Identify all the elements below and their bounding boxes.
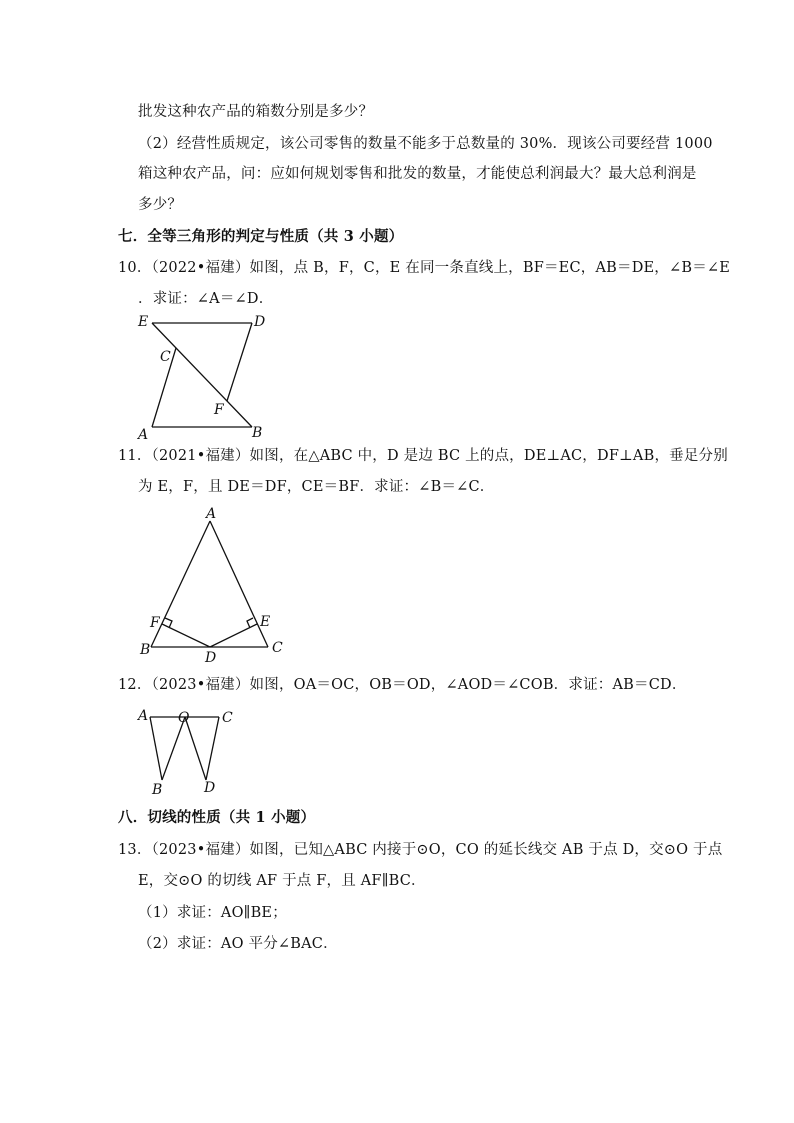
- q10-segment-DF: [227, 323, 252, 401]
- q10-label-C: C: [160, 349, 171, 365]
- q10-line-2: ．求证：∠A＝∠D．: [138, 291, 274, 307]
- q13-part-2: （2）求证：AO 平分∠BAC．: [138, 936, 338, 952]
- q11-line-2: 为 E，F，且 DE＝DF，CE＝BF．求证：∠B＝∠C．: [138, 479, 495, 495]
- q11-segment-AB: [151, 521, 210, 647]
- section-8-heading: 八．切线的性质（共 1 小题）: [118, 809, 316, 826]
- q12-segment-BO: [162, 717, 185, 780]
- q12-segment-OD: [185, 717, 206, 780]
- q13-line-2: E，交⊙O 的切线 AF 于点 F，且 AF∥BC．: [138, 873, 426, 889]
- q11-label-C: C: [272, 640, 283, 656]
- q9-line-1: 批发这种农产品的箱数分别是多少？: [138, 104, 374, 120]
- q12-figure: [134, 702, 244, 802]
- q10-label-D: D: [254, 314, 266, 330]
- section-7-heading: 七．全等三角形的判定与性质（共 3 小题）: [118, 228, 404, 245]
- q12-segment-AB: [150, 717, 162, 780]
- q12-segment-DC: [206, 717, 219, 780]
- q9-line-4: 多少？: [138, 197, 183, 213]
- q12-label-O: O: [178, 710, 190, 726]
- q12-label-A: A: [138, 708, 149, 724]
- q10-label-F: F: [214, 402, 224, 418]
- q10-segment-EB: [152, 323, 252, 427]
- q11-label-A: A: [206, 506, 217, 522]
- q11-label-B: B: [140, 642, 151, 658]
- q11-diagram: [136, 502, 296, 667]
- q13-part-1: （1）求证：AO∥BE；: [138, 905, 287, 921]
- q10-figure: [130, 308, 280, 448]
- q12-label-B: B: [152, 782, 163, 798]
- q10-label-A: A: [138, 427, 149, 443]
- q10-label-E: E: [138, 314, 149, 330]
- q12-line-1: 12．（2023•福建）如图，OA＝OC，OB＝OD，∠AOD＝∠COB．求证：AB＝CD．: [118, 677, 687, 693]
- q11-label-D: D: [205, 650, 217, 666]
- q11-label-F: F: [150, 615, 160, 631]
- q12-label-D: D: [204, 780, 216, 796]
- q12-diagram: [134, 702, 244, 802]
- q12-label-C: C: [222, 710, 233, 726]
- q10-label-B: B: [252, 425, 263, 441]
- q10-diagram: [130, 308, 280, 448]
- q11-figure: [136, 502, 296, 667]
- q10-line-1: 10．（2022•福建）如图，点 B，F，C，E 在同一条直线上，BF＝EC，AB＝DE，∠B＝∠E: [118, 260, 731, 276]
- q13-line-1: 13．（2023•福建）如图，已知△ABC 内接于⊙O，CO 的延长线交 AB 于点 D，交⊙O 于点: [118, 842, 723, 858]
- q9-line-3: 箱这种农产品，问：应如何规划零售和批发的数量，才能使总利润最大？最大总利润是: [138, 166, 697, 182]
- q11-line-1: 11．（2021•福建）如图，在△ABC 中，D 是边 BC 上的点，DE⊥AC，DF⊥AB，垂足分别: [118, 448, 728, 464]
- q11-label-E: E: [260, 614, 271, 630]
- q9-line-2: （2）经营性质规定，该公司零售的数量不能多于总数量的 30%．现该公司要经营 1000: [138, 136, 713, 152]
